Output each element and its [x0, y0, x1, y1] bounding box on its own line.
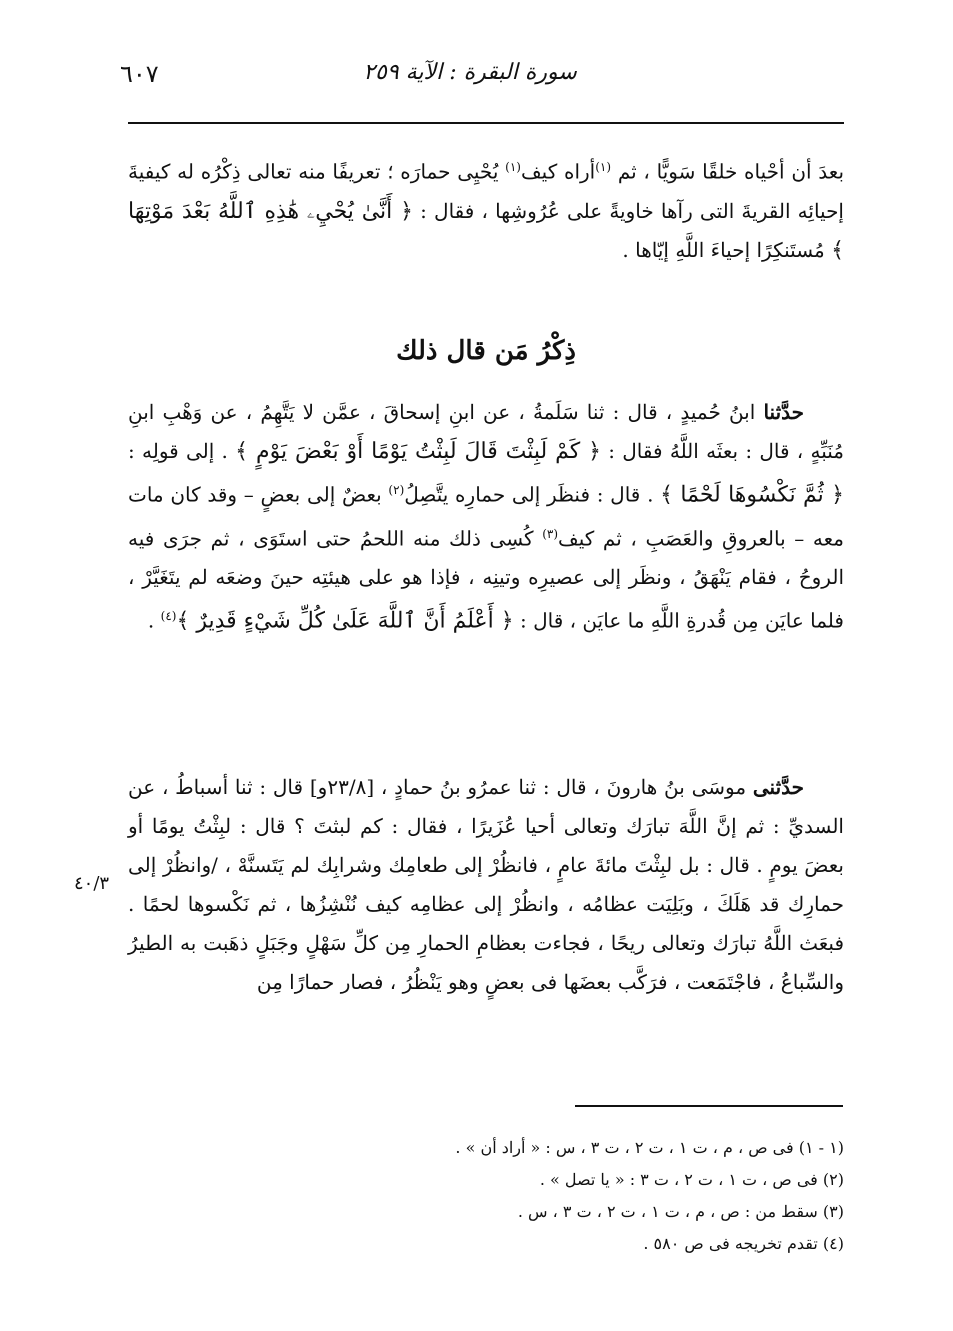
intro-text-2: أراه كيف — [520, 159, 596, 184]
narration-1-text-4: بعضٌ إلى بعضٍ – وقد كان مات معه – بالعروقِ والعَصَبِ ، ثم كيف — [128, 482, 844, 551]
narration-paragraph-2 — [128, 768, 844, 1002]
narration-2-lead: حدَّثنى — [752, 775, 805, 799]
narration-1-lead: حدَّثنا — [763, 400, 804, 424]
footnote-2: (٢) فى ص ، ت ١ ، ت ٢ ، ت ٣ : « يا تصل » . — [539, 1170, 844, 1189]
footnote-ref-1-close: (١) — [505, 160, 521, 174]
footnote-rule — [575, 1105, 843, 1107]
running-header: سورة البقرة : الآية ٢٥٩ — [363, 60, 577, 85]
page-number: ٦٠٧ — [120, 60, 159, 88]
narration-2-text-1: موسَى بنُ هارونَ ، قال : ثنا عمرُو بنُ حمادٍ ، [٢٣/٨و] قال : ثنا أسباطُ ، عن السديِّ : ثم إنَّ اللَّهَ تبارَك وتعالى أحيا عُزَيرًا ، فقال : كم لبثتَ ؟ قال : لبِثْتُ يومًا أو بعضَ يومٍ . قال : بل لبِثْتَ مائةَ عامٍ ، فانظُرْ إلى طعامِك وشرابِك لم يَتَسنَّهْ ، /وانظُرْ إلى حمارِك قد هَلَكَ ، وبَلِيَت عظامُه ، وانظُرْ إلى عظامِه كيف نُنْشِزُها ، ثم نَكْسوها لحمًا . فبعَث اللَّهُ تبارَك وتعالى ريحًا ، فجاءت بعظامِ الحمارِ مِن كلِّ سَهْلٍ وجَبَلٍ ذهَبت به الطيرُ والسِّباعُ ، فاجْتَمَعت ، فرَكَّب بعضَها فى بعضٍ وهو يَنْظُرُ ، فصار حمارًا مِن — [128, 775, 844, 994]
narration-1-text-2: . إلى قولِه : — [128, 439, 228, 463]
quran-quote: ﴿ ثُمَّ نَكْسُوهَا لَحْمًا ﴾ — [660, 482, 844, 508]
intro-text — [128, 148, 844, 270]
intro-text-3: يُحْيِى حمارَه ؛ تعريفًا منه تعالى ذِكْرُه له كيفيةَ إحيائِه القريةَ التى رآها خاويةً على عُرُوشِها ، فقال : — [128, 159, 844, 223]
footnotes — [128, 1132, 844, 1260]
quran-quote: ﴿ أَعْلَمُ أَنَّ ٱللَّهَ عَلَىٰ كُلِّ شَيْءٍ قَدِيرٌ ﴾ — [176, 608, 514, 634]
header-rule — [128, 122, 844, 124]
narration-paragraph-1 — [128, 393, 844, 641]
margin-reference: ٤٠/٣ — [74, 873, 110, 894]
intro-text-4: مُستَنكِرًا إحياءَ اللَّهِ إيّاها . — [622, 237, 825, 262]
narration-1-text-1: ابنُ حُميدٍ ، قال : ثنا سَلَمةُ ، عن ابنِ إسحاقَ ، عمَّن لا يَتَّهِمُ ، عن وَهْبِ ابنِ مُنَبِّهٍ ، قال : بعثَه اللَّهُ فقال : — [128, 400, 844, 463]
footnote-ref-4: (٤) — [160, 609, 177, 624]
narration-1-text-5: كُسِى ذلك منه اللحمُ حتى استَوَى ، ثم جرَى فيه الروحُ ، فقام يَنْهَقُ ، ونظَر إلى عصيرِه وتينِه ، فإذا هو على هيئتِه حينَ وضعَه لم يتَغَيَّرْ ، فلما عايَن مِن قُدرةِ اللَّهِ ما عايَن ، قال : — [128, 526, 844, 633]
footnote-ref-1-open: (١) — [595, 160, 612, 174]
footnote-3: (٣) سقط من : ص ، م ، ت ١ ، ت ٢ ، ت ٣ ، س . — [517, 1202, 844, 1221]
footnote-ref-3: (٣) — [542, 526, 559, 541]
footnote-1: (١ - ١) فى ص ، م ، ت ١ ، ت ٢ ، ت ٣ ، س : « أراد أن » . — [455, 1138, 844, 1157]
intro-paragraph — [128, 148, 844, 270]
narration-1-text-6: . — [147, 608, 155, 633]
footnote-ref-2: (٢) — [388, 483, 405, 497]
narration-1-text-3: . قال : فنظَر إلى حمارِه يتَّصِلُ — [404, 482, 654, 507]
narration-2-text — [128, 768, 844, 1002]
quran-quote: ﴿ أَنَّىٰ يُحْيِۦ هَٰذِهِ ٱللَّهُ بَعْدَ مَوْتِهَا ﴾ — [128, 198, 844, 263]
narration-1-text — [128, 393, 844, 641]
quran-quote: ﴿ كَمْ لَبِثْتَ قَالَ لَبِثْتُ يَوْمًا أَوْ بَعْضَ يَوْمٍ ﴾ — [235, 439, 602, 464]
section-heading: ذِكْرُ مَن قال ذلك — [396, 336, 576, 366]
intro-text-1: بعدَ أن أحْياه خلقًا سَويًّا ، ثم — [617, 159, 845, 184]
footnote-4: (٤) تقدم تخريجه فى ص ٥٨٠ . — [643, 1234, 844, 1253]
